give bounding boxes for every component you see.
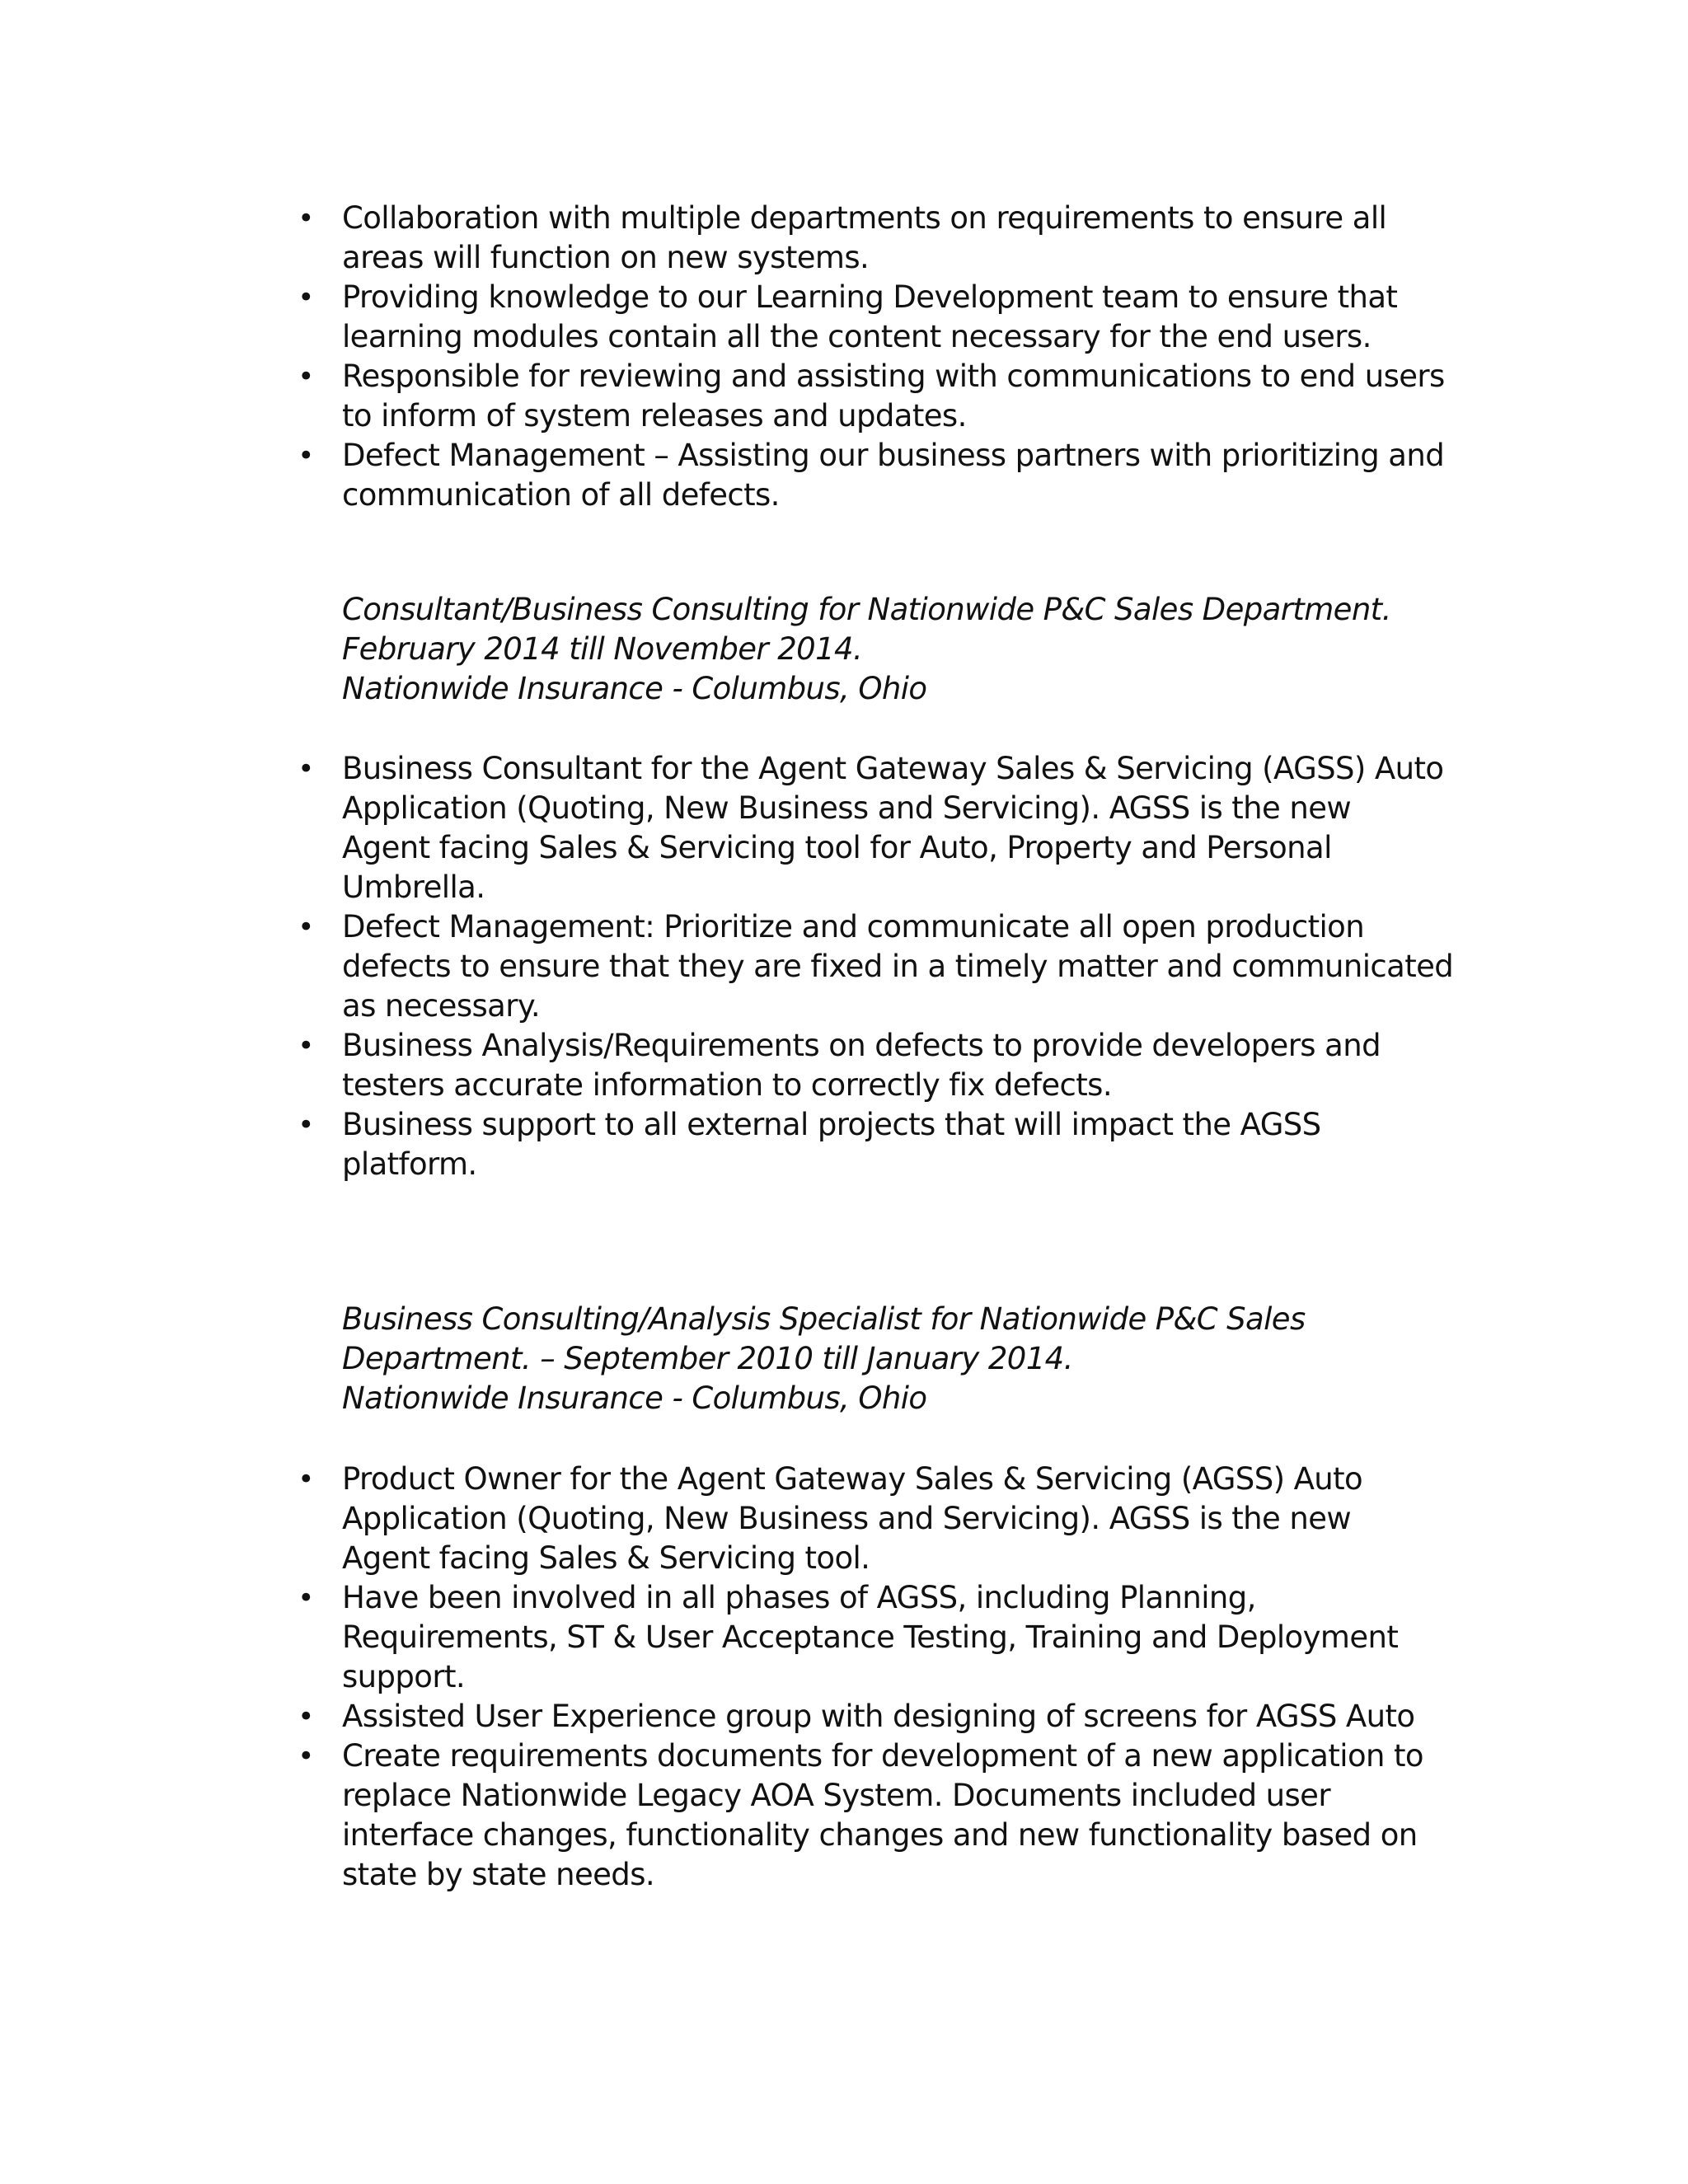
job-header-consultant — [342, 590, 1496, 709]
bullet-icon: • — [298, 360, 314, 393]
job-title: Consultant/Business Consulting for Nationwide P&C Sales Department. — [342, 592, 1391, 627]
job-dates: Department. – September 2010 till January 2014. — [342, 1341, 1073, 1376]
list-item: • Defect Management: Prioritize and communicate all open production defects to ensure that they are fixed in a timely matter and communicated as necessary. — [0, 907, 1438, 1026]
bullet-icon: • — [298, 202, 314, 235]
bullet-icon: • — [298, 1582, 314, 1615]
list-item: • Providing knowledge to our Learning Development team to ensure that learning modules contain all the content necessary for the end users. — [0, 278, 1438, 357]
list-item: • Assisted User Experience group with designing of screens for AGSS Auto — [0, 1697, 1438, 1736]
job-employer: Nationwide Insurance - Columbus, Ohio — [342, 671, 927, 706]
bullet-icon: • — [298, 1029, 314, 1062]
bullet-list-1 — [0, 199, 1688, 515]
bullet-list-2 — [0, 749, 1688, 1184]
list-item: • Product Owner for the Agent Gateway Sales & Servicing (AGSS) Auto Application (Quoting, New Business and Servicing). AGSS is the new Agent facing Sales & Servicing tool. — [0, 1460, 1438, 1578]
bullet-icon: • — [298, 281, 314, 314]
job-header-specialist — [342, 1300, 1496, 1418]
bullet-icon: • — [298, 752, 314, 785]
bullet-icon: • — [298, 1463, 314, 1496]
list-item: • Responsible for reviewing and assisting with communications to end users to inform of system releases and updates. — [0, 357, 1438, 436]
bullet-list-3 — [0, 1460, 1688, 1895]
job-title: Business Consulting/Analysis Specialist for Nationwide P&C Sales — [342, 1301, 1306, 1337]
list-item: • Business support to all external projects that will impact the AGSS platform. — [0, 1105, 1438, 1184]
bullet-icon: • — [298, 1108, 314, 1141]
list-item: • Business Consultant for the Agent Gateway Sales & Servicing (AGSS) Auto Application (Quoting, New Business and Servicing). AGSS is the new Agent facing Sales & Servicing tool for Auto, Property and Personal Umbrella. — [0, 749, 1438, 907]
bullet-icon: • — [298, 1740, 314, 1773]
list-item: • Business Analysis/Requirements on defects to provide developers and testers accurate information to correctly fix defects. — [0, 1026, 1438, 1105]
list-item: • Have been involved in all phases of AGSS, including Planning, Requirements, ST & User Acceptance Testing, Training and Deployment support. — [0, 1578, 1438, 1697]
list-item: • Defect Management – Assisting our business partners with prioritizing and communication of all defects. — [0, 436, 1438, 515]
job-dates: February 2014 till November 2014. — [342, 631, 863, 667]
bullet-icon: • — [298, 439, 314, 472]
list-item: • Create requirements documents for development of a new application to replace Nationwide Legacy AOA System. Documents included user interface changes, functionality changes and new functionality based on state by state needs. — [0, 1736, 1438, 1895]
list-item: • Collaboration with multiple departments on requirements to ensure all areas will function on new systems. — [0, 199, 1438, 278]
bullet-icon: • — [298, 1700, 314, 1733]
job-employer: Nationwide Insurance - Columbus, Ohio — [342, 1380, 927, 1416]
bullet-icon: • — [298, 911, 314, 944]
